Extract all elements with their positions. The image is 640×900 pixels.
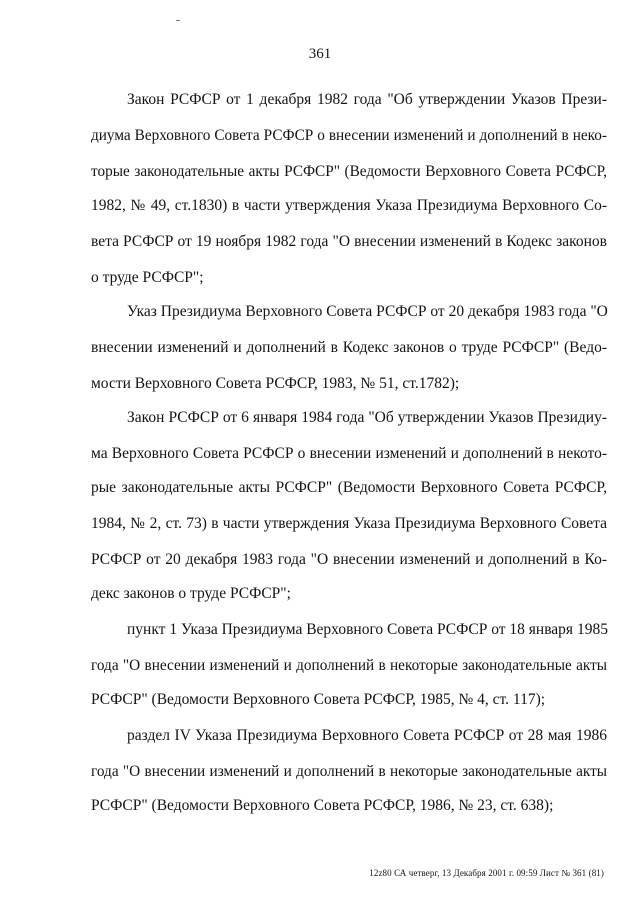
page-number: 361 — [308, 46, 332, 62]
text-line: внесении изменений и дополнений в Кодекс законов о труде РСФСР" (Ведо- — [91, 339, 607, 356]
text-line: рые законодательные акты РСФСР" (Ведомости Верховного Совета РСФСР, — [91, 479, 607, 496]
text-line: раздел IV Указа Президиума Верховного Совета РСФСР от 28 мая 1986 — [127, 727, 607, 744]
text-line: Закон РСФСР от 6 января 1984 года "Об утверждении Указов Президиу- — [127, 409, 607, 426]
text-line: пункт 1 Указа Президиума Верховного Совета РСФСР от 18 января 1985 — [127, 621, 608, 638]
text-line: года "О внесении изменений и дополнений в некоторые законодательные акты — [91, 763, 607, 780]
text-line: мости Верховного Совета РСФСР, 1983, № 51, ст.1782); — [91, 375, 460, 392]
text-line: декс законов о труде РСФСР"; — [91, 585, 291, 602]
text-line: Указ Президиума Верховного Совета РСФСР от 20 декабря 1983 года "О — [127, 303, 608, 320]
text-line: торые законодательные акты РСФСР" (Ведомости Верховного Совета РСФСР, — [91, 163, 607, 180]
text-line: вета РСФСР от 19 ноября 1982 года "О внесении изменений в Кодекс законов — [91, 233, 607, 250]
text-line: года "О внесении изменений и дополнений в некоторые законодательные акты — [91, 657, 607, 674]
text-line: РСФСР" (Ведомости Верховного Совета РСФСР, 1986, № 23, ст. 638); — [91, 797, 554, 814]
text-line: ма Верховного Совета РСФСР о внесении изменений и дополнений в некото- — [91, 445, 607, 462]
text-line: диума Верховного Совета РСФСР о внесении изменений и дополнений в неко- — [91, 127, 607, 144]
text-line: о труде РСФСР"; — [91, 269, 204, 286]
text-line: Закон РСФСР от 1 декабря 1982 года "Об утверждении Указов Прези- — [127, 91, 607, 108]
text-line: 1984, № 2, ст. 73) в части утверждения Указа Президиума Верховного Совета — [91, 515, 607, 532]
text-line: РСФСР" (Ведомости Верховного Совета РСФСР, 1985, № 4, ст. 117); — [91, 691, 546, 708]
page-footer: 12z80 СА четверг, 13 Декабря 2001 г. 09:59 Лист № 361 (81) — [369, 868, 604, 878]
text-line: 1982, № 49, ст.1830) в части утверждения Указа Президиума Верховного Со- — [91, 197, 607, 214]
scan-mark — [176, 20, 180, 21]
text-line: РСФСР от 20 декабря 1983 года "О внесении изменений и дополнений в Ко- — [91, 551, 607, 568]
